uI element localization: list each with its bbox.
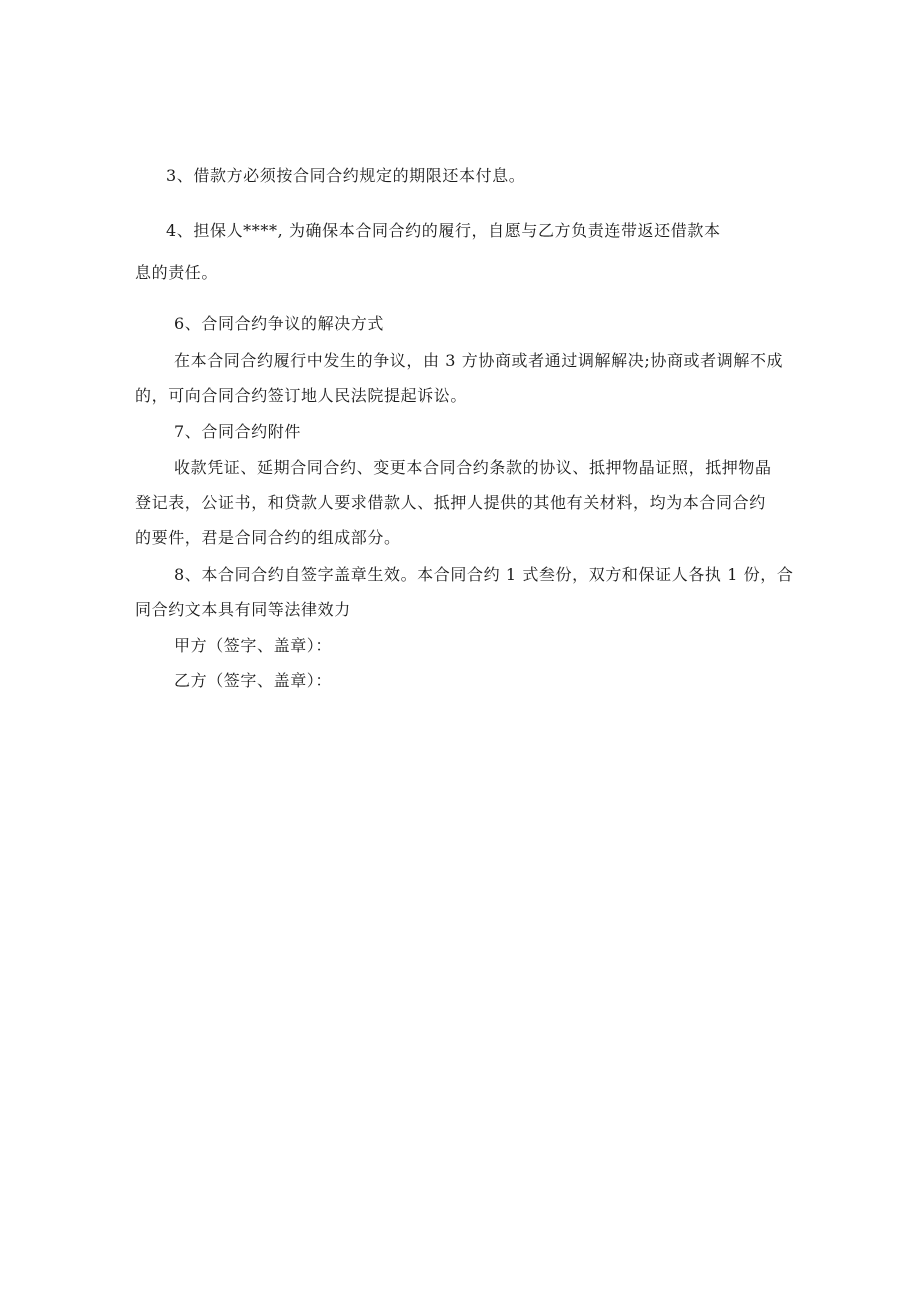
clause-8-line-2: 同合约文本具有同等法律效力 bbox=[135, 600, 351, 619]
signature-party-a: 甲方（签字、盖章）： bbox=[174, 636, 333, 655]
clause-8-line-1: 8、本合同合约自签字盖章生效。本合同合约 1 式叁份，双方和保证人各执 1 份，合 bbox=[174, 565, 794, 584]
clause-4-line-2: 息的责任。 bbox=[135, 263, 219, 282]
clause-7-heading: 7、合同合约附件 bbox=[174, 422, 301, 441]
clause-6-line-2: 的，可向合同合约签订地人民法院提起诉讼。 bbox=[135, 386, 468, 405]
clause-7-line-3: 的要件，君是合同合约的组成部分。 bbox=[135, 528, 401, 547]
clause-6-heading: 6、合同合约争议的解决方式 bbox=[174, 314, 384, 333]
clause-3-line-1: 3、借款方必须按合同合约规定的期限还本付息。 bbox=[166, 166, 526, 185]
signature-party-b: 乙方（签字、盖章）： bbox=[174, 671, 333, 690]
clause-7-line-1: 收款凭证、延期合同合约、变更本合同合约条款的协议、抵押物晶证照，抵押物晶 bbox=[174, 458, 772, 477]
clause-4-line-1: 4、担保人****, 为确保本合同合约的履行，自愿与乙方负责连带返还借款本 bbox=[166, 221, 721, 240]
clause-7-line-2: 登记表，公证书，和贷款人要求借款人、抵押人提供的其他有关材料，均为本合同合约 bbox=[135, 493, 766, 512]
clause-6-line-1: 在本合同合约履行中发生的争议，由 3 方协商或者通过调解解决;协商或者调解不成 bbox=[174, 351, 784, 370]
